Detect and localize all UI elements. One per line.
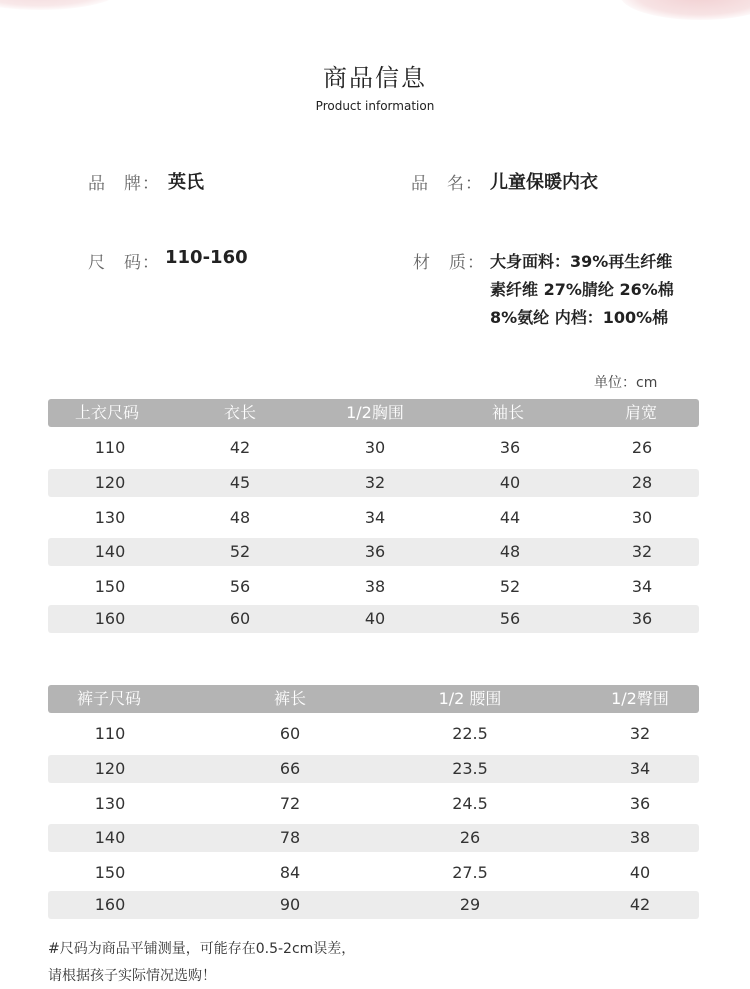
- header-cell: 肩宽: [624, 403, 657, 422]
- brand-value: 英氏: [168, 172, 204, 193]
- table-cell: 23.5: [452, 759, 488, 778]
- product-name-label: 品 名：: [411, 174, 483, 194]
- table-cell: 150: [94, 577, 126, 596]
- table-cell: 36: [629, 794, 651, 813]
- table-cell: 48: [499, 542, 521, 561]
- table-cell: 78: [279, 828, 301, 847]
- table-cell: 60: [229, 609, 251, 628]
- table-cell: 40: [499, 473, 521, 492]
- table-cell: 32: [631, 542, 653, 561]
- table-cell: 28: [631, 473, 653, 492]
- corner-decoration-left: [0, 0, 120, 10]
- table-cell: 45: [229, 473, 251, 492]
- table-cell: 36: [499, 438, 521, 457]
- table-cell: 36: [631, 609, 653, 628]
- table-row: [48, 469, 699, 497]
- table-cell: 36: [364, 542, 386, 561]
- table-cell: 120: [94, 759, 126, 778]
- table-cell: 40: [364, 609, 386, 628]
- table-cell: 44: [499, 508, 521, 527]
- table-cell: 40: [629, 863, 651, 882]
- material-line-3: 8%氨纶 内档：100%棉: [490, 308, 669, 327]
- table-cell: 38: [364, 577, 386, 596]
- table-cell: 24.5: [452, 794, 488, 813]
- table-cell: 48: [229, 508, 251, 527]
- material-label: 材 质：: [413, 253, 485, 273]
- table-cell: 56: [499, 609, 521, 628]
- table-cell: 42: [629, 895, 651, 914]
- table-cell: 72: [279, 794, 301, 813]
- table-row: [48, 605, 699, 633]
- table-cell: 22.5: [452, 724, 488, 743]
- table-row: [48, 720, 699, 748]
- table-cell: 110: [94, 724, 126, 743]
- table-cell: 150: [94, 863, 126, 882]
- table-cell: 32: [364, 473, 386, 492]
- table-cell: 60: [279, 724, 301, 743]
- table-cell: 120: [94, 473, 126, 492]
- table-cell: 26: [459, 828, 481, 847]
- table-row: [48, 859, 699, 887]
- table-cell: 160: [94, 609, 126, 628]
- table-row: [48, 573, 699, 601]
- table-cell: 140: [94, 828, 126, 847]
- table-row: [48, 790, 699, 818]
- table-cell: 52: [499, 577, 521, 596]
- table-cell: 130: [94, 794, 126, 813]
- table-cell: 130: [94, 508, 126, 527]
- table-cell: 32: [629, 724, 651, 743]
- table-row: [48, 538, 699, 566]
- header-cell: 上衣尺码: [74, 403, 139, 422]
- table-cell: 66: [279, 759, 301, 778]
- table-header-row: [48, 685, 699, 713]
- table-cell: 29: [459, 895, 481, 914]
- measurement-note: #尺码为商品平铺测量，可能存在0.5-2cm误差，: [48, 941, 356, 957]
- table-cell: 34: [629, 759, 651, 778]
- product-name-value: 儿童保暖内衣: [490, 172, 598, 193]
- table-cell: 160: [94, 895, 126, 914]
- brand-label: 品 牌：: [88, 174, 160, 194]
- table-row: [48, 755, 699, 783]
- table-row: [48, 891, 699, 919]
- material-line-1: 大身面料：39%再生纤维: [490, 252, 673, 271]
- table-cell: 30: [364, 438, 386, 457]
- header-cell: 1/2 腰围: [438, 689, 502, 708]
- table-cell: 34: [364, 508, 386, 527]
- table-cell: 90: [279, 895, 301, 914]
- material-line-2: 素纤维 27%腈纶 26%棉: [490, 280, 674, 299]
- header-cell: 1/2胸围: [346, 403, 404, 422]
- purchase-note: 请根据孩子实际情况选购！: [48, 968, 216, 984]
- table-cell: 140: [94, 542, 126, 561]
- table-cell: 27.5: [452, 863, 488, 882]
- table-cell: 30: [631, 508, 653, 527]
- table-cell: 42: [229, 438, 251, 457]
- size-value: 110-160: [165, 247, 248, 268]
- table-row: [48, 504, 699, 532]
- corner-decoration-right: [620, 0, 750, 20]
- header-cell: 衣长: [223, 403, 256, 422]
- table-cell: 84: [279, 863, 301, 882]
- unit-label: 单位：cm: [594, 375, 658, 391]
- header-cell: 1/2臀围: [611, 689, 669, 708]
- page-subtitle: Product information: [315, 99, 435, 113]
- table-cell: 38: [629, 828, 651, 847]
- table-cell: 34: [631, 577, 653, 596]
- top-size-table: [48, 399, 699, 633]
- page-title: 商品信息: [323, 64, 427, 92]
- table-header-row: [48, 399, 699, 427]
- table-row: [48, 824, 699, 852]
- table-cell: 110: [94, 438, 126, 457]
- header-cell: 袖长: [491, 403, 524, 422]
- table-row: [48, 434, 699, 462]
- pants-size-table: [48, 685, 699, 919]
- header-cell: 裤子尺码: [76, 689, 141, 708]
- table-cell: 52: [229, 542, 251, 561]
- size-label: 尺 码：: [88, 253, 160, 273]
- table-cell: 26: [631, 438, 653, 457]
- header-cell: 裤长: [273, 689, 306, 708]
- table-cell: 56: [229, 577, 251, 596]
